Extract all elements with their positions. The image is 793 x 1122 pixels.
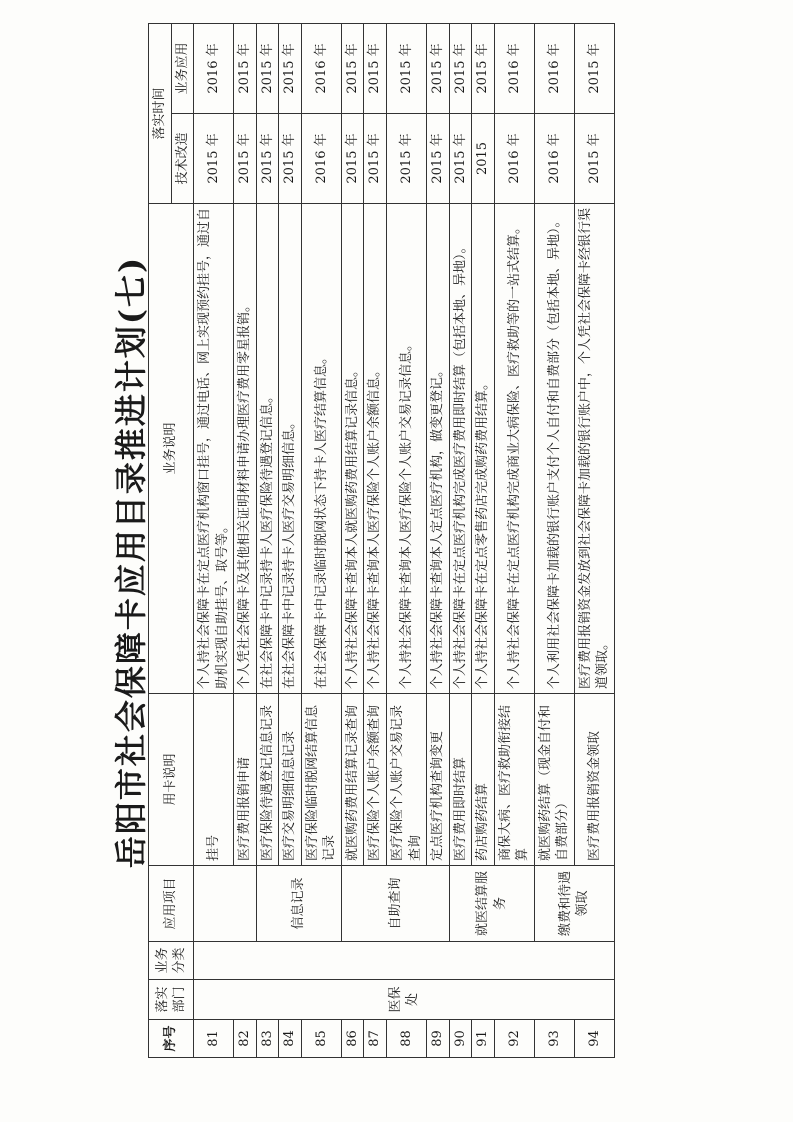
table-row	[534, 23, 574, 1057]
row-desc: 个人持社会保障卡在定点零售药店完成购药费用结算。	[472, 204, 495, 694]
row-seq: 81	[194, 1020, 234, 1058]
row-usage: 定点医疗机构查询变更	[427, 694, 450, 866]
project-settlement: 就医结算服务	[449, 866, 534, 942]
table-row	[256, 23, 279, 1057]
row-seq: 94	[574, 1020, 614, 1058]
row-tech: 2015 年	[427, 114, 450, 204]
table-row	[194, 23, 234, 1057]
row-desc: 个人持社会保障卡在定点医疗机构完成商业大病保险、医疗救助等的一站式结算。	[494, 204, 534, 694]
row-seq: 90	[449, 1020, 472, 1058]
row-biz: 2016 年	[534, 23, 574, 113]
row-tech: 2015 年	[279, 114, 302, 204]
row-usage: 医疗保险个人账户余额查询	[364, 694, 387, 866]
row-tech: 2015 年	[387, 114, 427, 204]
project-cell	[194, 866, 257, 942]
row-desc: 个人凭社会保障卡及其他相关证明材料申请办理医疗费用零星报销。	[234, 204, 257, 694]
row-seq: 89	[427, 1020, 450, 1058]
row-biz: 2015 年	[234, 23, 257, 113]
header-dept: 落实部门	[149, 980, 194, 1020]
row-seq: 93	[534, 1020, 574, 1058]
row-tech: 2016 年	[494, 114, 534, 204]
table-row	[341, 23, 364, 1057]
row-biz: 2015 年	[449, 23, 472, 113]
document-title: 岳阳市社会保障卡应用目录推进计划(七)	[112, 255, 150, 869]
header-row	[149, 23, 172, 1057]
row-seq: 87	[364, 1020, 387, 1058]
row-usage: 医疗保险临时脱网结算信息记录	[301, 694, 341, 866]
row-desc: 个人持社会保障卡查询本人定点医疗机构，做变更登记。	[427, 204, 450, 694]
row-biz: 2015 年	[574, 23, 614, 113]
header-biz: 业务应用	[171, 23, 194, 113]
row-tech: 2015 年	[194, 114, 234, 204]
row-seq: 86	[341, 1020, 364, 1058]
row-usage: 医疗费用即时结算	[449, 694, 472, 866]
row-biz: 2016 年	[301, 23, 341, 113]
row-biz: 2015 年	[387, 23, 427, 113]
row-tech: 2015 年	[234, 114, 257, 204]
row-usage: 就医购药结算（现金自付和自费部分）	[534, 694, 574, 866]
row-tech: 2015 年	[364, 114, 387, 204]
row-biz: 2015 年	[472, 23, 495, 113]
row-tech: 2015 年	[574, 114, 614, 204]
row-seq: 83	[256, 1020, 279, 1058]
header-usage: 用卡说明	[149, 694, 194, 866]
row-desc: 个人持社会保障卡查询本人医疗保险个人账户交易记录信息。	[387, 204, 427, 694]
row-biz: 2015 年	[256, 23, 279, 113]
row-desc: 个人持社会保障卡查询本人医疗保险个人账户余额信息。	[364, 204, 387, 694]
project-payment: 缴费和待遇领取	[534, 866, 614, 942]
row-desc: 在社会保障卡中记录持卡人医疗保险待遇登记信息。	[256, 204, 279, 694]
header-desc: 业务说明	[149, 204, 194, 694]
row-tech: 2015 年	[449, 114, 472, 204]
row-seq: 84	[279, 1020, 302, 1058]
row-seq: 92	[494, 1020, 534, 1058]
row-tech: 2016 年	[534, 114, 574, 204]
row-usage: 医疗费用报销申请	[234, 694, 257, 866]
row-usage: 医疗费用报销资金领取	[574, 694, 614, 866]
row-desc: 个人持社会保障卡在定点医疗机构完成医疗费用即时结算（包括本地、异地）。	[449, 204, 472, 694]
row-seq: 91	[472, 1020, 495, 1058]
row-usage: 医疗保险待遇登记信息记录	[256, 694, 279, 866]
row-usage: 医疗保险个人账户交易记录查询	[387, 694, 427, 866]
row-desc: 在社会保障卡中记录持卡人医疗交易明细信息。	[279, 204, 302, 694]
header-project: 应用项目	[149, 866, 194, 942]
row-biz: 2015 年	[364, 23, 387, 113]
row-seq: 82	[234, 1020, 257, 1058]
row-usage: 药店购药结算	[472, 694, 495, 866]
row-tech: 2016 年	[301, 114, 341, 204]
row-seq: 85	[301, 1020, 341, 1058]
category-cell	[194, 942, 615, 980]
table-row	[449, 23, 472, 1057]
row-tech: 2015	[472, 114, 495, 204]
catalog-table	[148, 23, 615, 1058]
row-biz: 2015 年	[427, 23, 450, 113]
header-tech: 技术改造	[171, 114, 194, 204]
row-biz: 2015 年	[341, 23, 364, 113]
header-seq: 序号	[149, 1020, 194, 1058]
row-desc: 在社会保障卡中记录临时脱网状态下持卡人医疗结算信息。	[301, 204, 341, 694]
row-tech: 2015 年	[256, 114, 279, 204]
row-tech: 2015 年	[341, 114, 364, 204]
row-seq: 88	[387, 1020, 427, 1058]
header-time: 落实时间	[149, 23, 172, 203]
project-info-record: 信息记录	[256, 866, 341, 942]
project-self-query: 自助查询	[341, 866, 449, 942]
dept-cell: 医保处	[194, 980, 615, 1020]
row-biz: 2015 年	[279, 23, 302, 113]
row-desc: 个人利用社会保障卡加载的银行账户支付个人自付和自费部分（包括本地、异地）。	[534, 204, 574, 694]
row-usage: 医疗交易明细信息记录	[279, 694, 302, 866]
header-category: 业务分类	[149, 942, 194, 980]
row-biz: 2016 年	[494, 23, 534, 113]
row-usage: 商保大病、医疗救助衔接结算	[494, 694, 534, 866]
row-desc: 个人持社会保障卡在定点医疗机构窗口挂号，通过电话、网上实现预约挂号，通过自助机实现自助挂号、取号等。	[194, 204, 234, 694]
row-desc: 个人持社会保障卡查询本人就医购药费用结算记录信息。	[341, 204, 364, 694]
row-usage: 挂号	[194, 694, 234, 866]
row-desc: 医疗费用报销资金发放到社会保障卡加载的银行账户中，个人凭社会保障卡经银行渠道领取。	[574, 204, 614, 694]
row-usage: 就医购药费用结算记录查询	[341, 694, 364, 866]
row-biz: 2016 年	[194, 23, 234, 113]
